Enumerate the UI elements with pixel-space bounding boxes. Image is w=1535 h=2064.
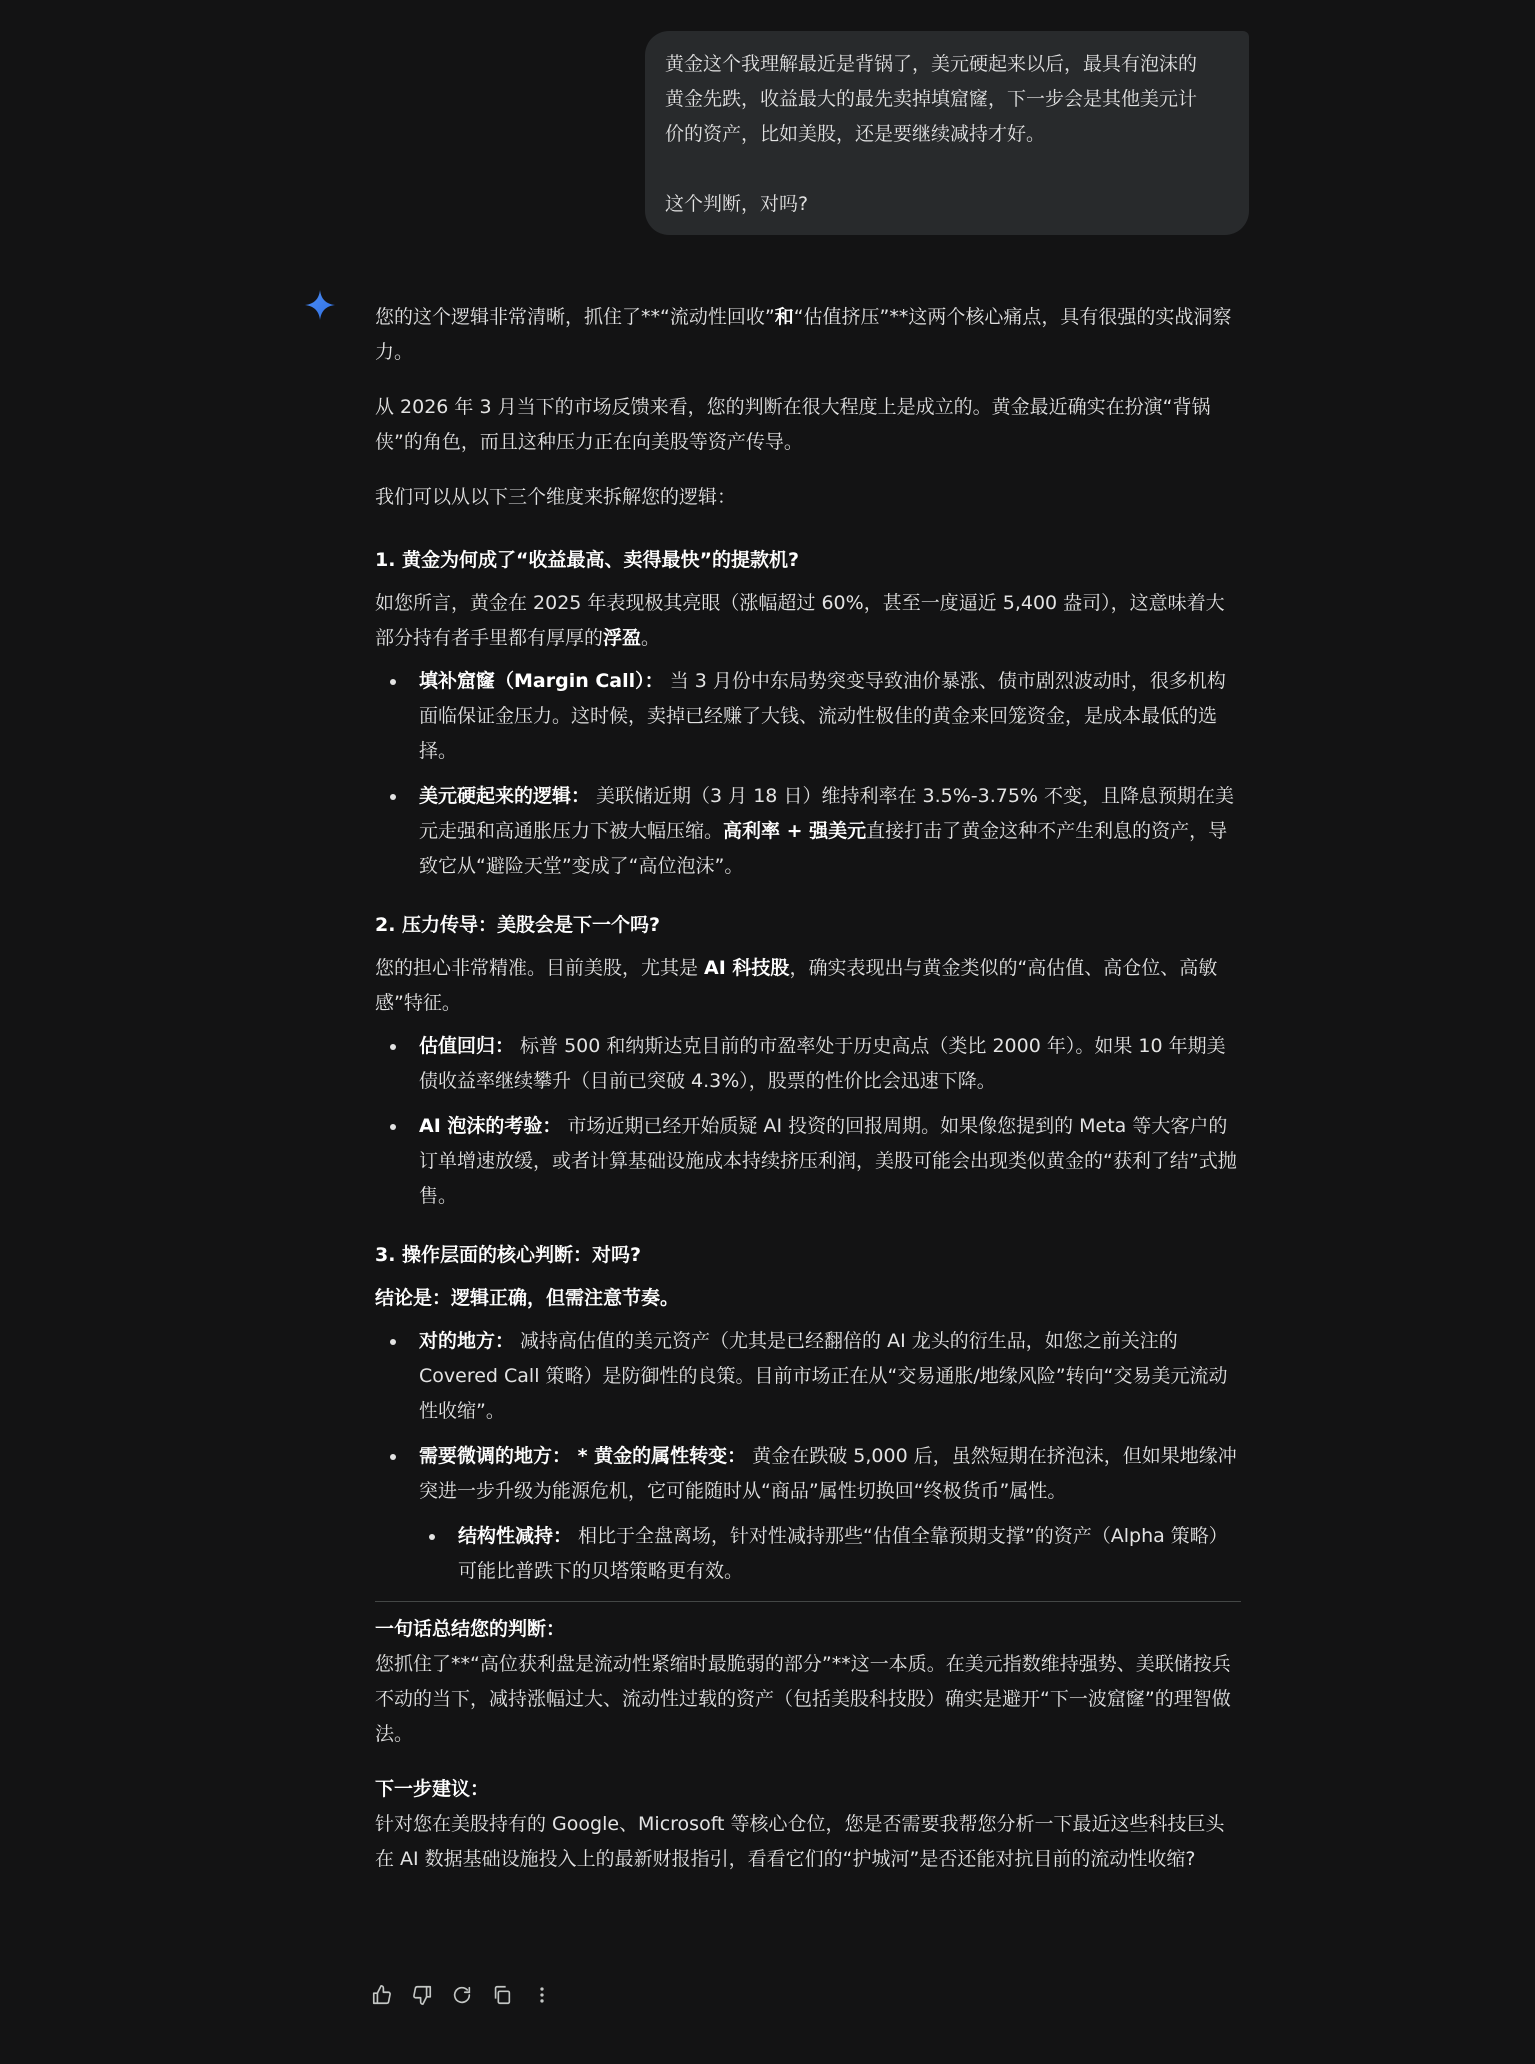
section-1-list: [375, 664, 1241, 884]
next-steps-heading: 下一步建议：: [375, 1778, 490, 1800]
user-message-line: 黄金这个我理解最近是背锅了，美元硬起来以后，最具有泡沫的: [665, 53, 1198, 75]
summary-heading: 一句话总结您的判断：: [375, 1618, 566, 1640]
response-intro: 您的这个逻辑非常清晰，抓住了**“流动性回收”和“估值挤压”**这两个核心痛点，具有很强的实战洞察力。: [375, 306, 1232, 363]
response-context: 从 2026 年 3 月当下的市场反馈来看，您的判断在很大程度上是成立的。黄金最近确实在扮演“背锅侠”的角色，而且这种压力正在向美股等资产传导。: [375, 396, 1211, 453]
thumbs-up-icon[interactable]: [362, 1979, 402, 2011]
section-3-heading: 3. 操作层面的核心判断：对吗?: [375, 1244, 642, 1266]
section-3-list: [375, 1324, 1241, 1589]
gemini-sparkle-icon: [304, 289, 336, 321]
section-3-conclusion: 结论是：逻辑正确，但需注意节奏。: [375, 1287, 680, 1309]
list-item: AI 泡沫的考验： 市场近期已经开始质疑 AI 投资的回报周期。如果像您提到的 Meta 等大客户的订单增速放缓，或者计算基础设施成本持续挤压利润，美股可能会出现类似黄金的“获利了结”式抛售。: [375, 1109, 1241, 1214]
user-message-line: 黄金先跌，收益最大的最先卖掉填窟窿，下一步会是其他美元计: [665, 88, 1198, 110]
user-message-line: 价的资产，比如美股，还是要继续减持才好。: [665, 123, 1046, 145]
list-item: 填补窟窿（Margin Call）： 当 3 月份中东局势突变导致油价暴涨、债市剧烈波动时，很多机构面临保证金压力。这时候，卖掉已经赚了大钱、流动性极佳的黄金来回笼资金，是成本最低的选择。: [375, 664, 1241, 769]
list-item: 需要微调的地方： * 黄金的属性转变： 黄金在跌破 5,000 后，虽然短期在挤泡沫，但如果地缘冲突进一步升级为能源危机，它可能随时从“商品”属性切换回“终极货币”属性。: [375, 1439, 1241, 1509]
section-divider: [375, 1601, 1241, 1602]
user-message-bubble: [645, 31, 1249, 235]
user-message-line: 这个判断，对吗?: [665, 193, 809, 215]
more-vert-icon[interactable]: [522, 1979, 562, 2011]
summary-text: 您抓住了**“高位获利盘是流动性紧缩时最脆弱的部分”**这一本质。在美元指数维持强势、美联储按兵不动的当下，减持涨幅过大、流动性过载的资产（包括美股科技股）确实是避开“下一波窟窿”的理智做法。: [375, 1653, 1231, 1745]
section-1-paragraph: 如您所言，黄金在 2025 年表现极其亮眼（涨幅超过 60%，甚至一度逼近 5,400 盎司），这意味着大部分持有者手里都有厚厚的浮盈。: [375, 592, 1225, 649]
list-item: 对的地方： 减持高估值的美元资产（尤其是已经翻倍的 AI 龙头的衍生品，如您之前关注的 Covered Call 策略）是防御性的良策。目前市场正在从“交易通胀/地缘风险”转向“交易美元流动性收缩”。: [375, 1324, 1241, 1429]
section-2-paragraph: 您的担心非常精准。目前美股，尤其是 AI 科技股，确实表现出与黄金类似的“高估值、高仓位、高敏感”特征。: [375, 957, 1218, 1014]
regenerate-icon[interactable]: [442, 1979, 482, 2011]
section-2-list: [375, 1029, 1241, 1214]
assistant-response: [375, 300, 1241, 1877]
list-item: 估值回归： 标普 500 和纳斯达克目前的市盈率处于历史高点（类比 2000 年）。如果 10 年期美债收益率继续攀升（目前已突破 4.3%），股票的性价比会迅速下降。: [375, 1029, 1241, 1099]
thumbs-down-icon[interactable]: [402, 1979, 442, 2011]
copy-icon[interactable]: [482, 1979, 522, 2011]
response-actions: [362, 1979, 562, 2011]
section-1-heading: 1. 黄金为何成了“收益最高、卖得最快”的提款机?: [375, 549, 800, 571]
list-item: 美元硬起来的逻辑： 美联储近期（3 月 18 日）维持利率在 3.5%-3.75% 不变，且降息预期在美元走强和高通胀压力下被大幅压缩。高利率 + 强美元直接打击了黄金这种不产生利息的资产，导致它从“避险天堂”变成了“高位泡沫”。: [375, 779, 1241, 884]
list-item: 结构性减持： 相比于全盘离场，针对性减持那些“估值全靠预期支撑”的资产（Alpha 策略）可能比普跌下的贝塔策略更有效。: [375, 1519, 1241, 1589]
next-steps-text: 针对您在美股持有的 Google、Microsoft 等核心仓位，您是否需要我帮您分析一下最近这些科技巨头在 AI 数据基础设施投入上的最新财报指引，看看它们的“护城河”是否还能对抗目前的流动性收缩?: [375, 1813, 1225, 1870]
response-lead-in: 我们可以从以下三个维度来拆解您的逻辑：: [375, 486, 737, 508]
section-2-heading: 2. 压力传导：美股会是下一个吗?: [375, 914, 661, 936]
